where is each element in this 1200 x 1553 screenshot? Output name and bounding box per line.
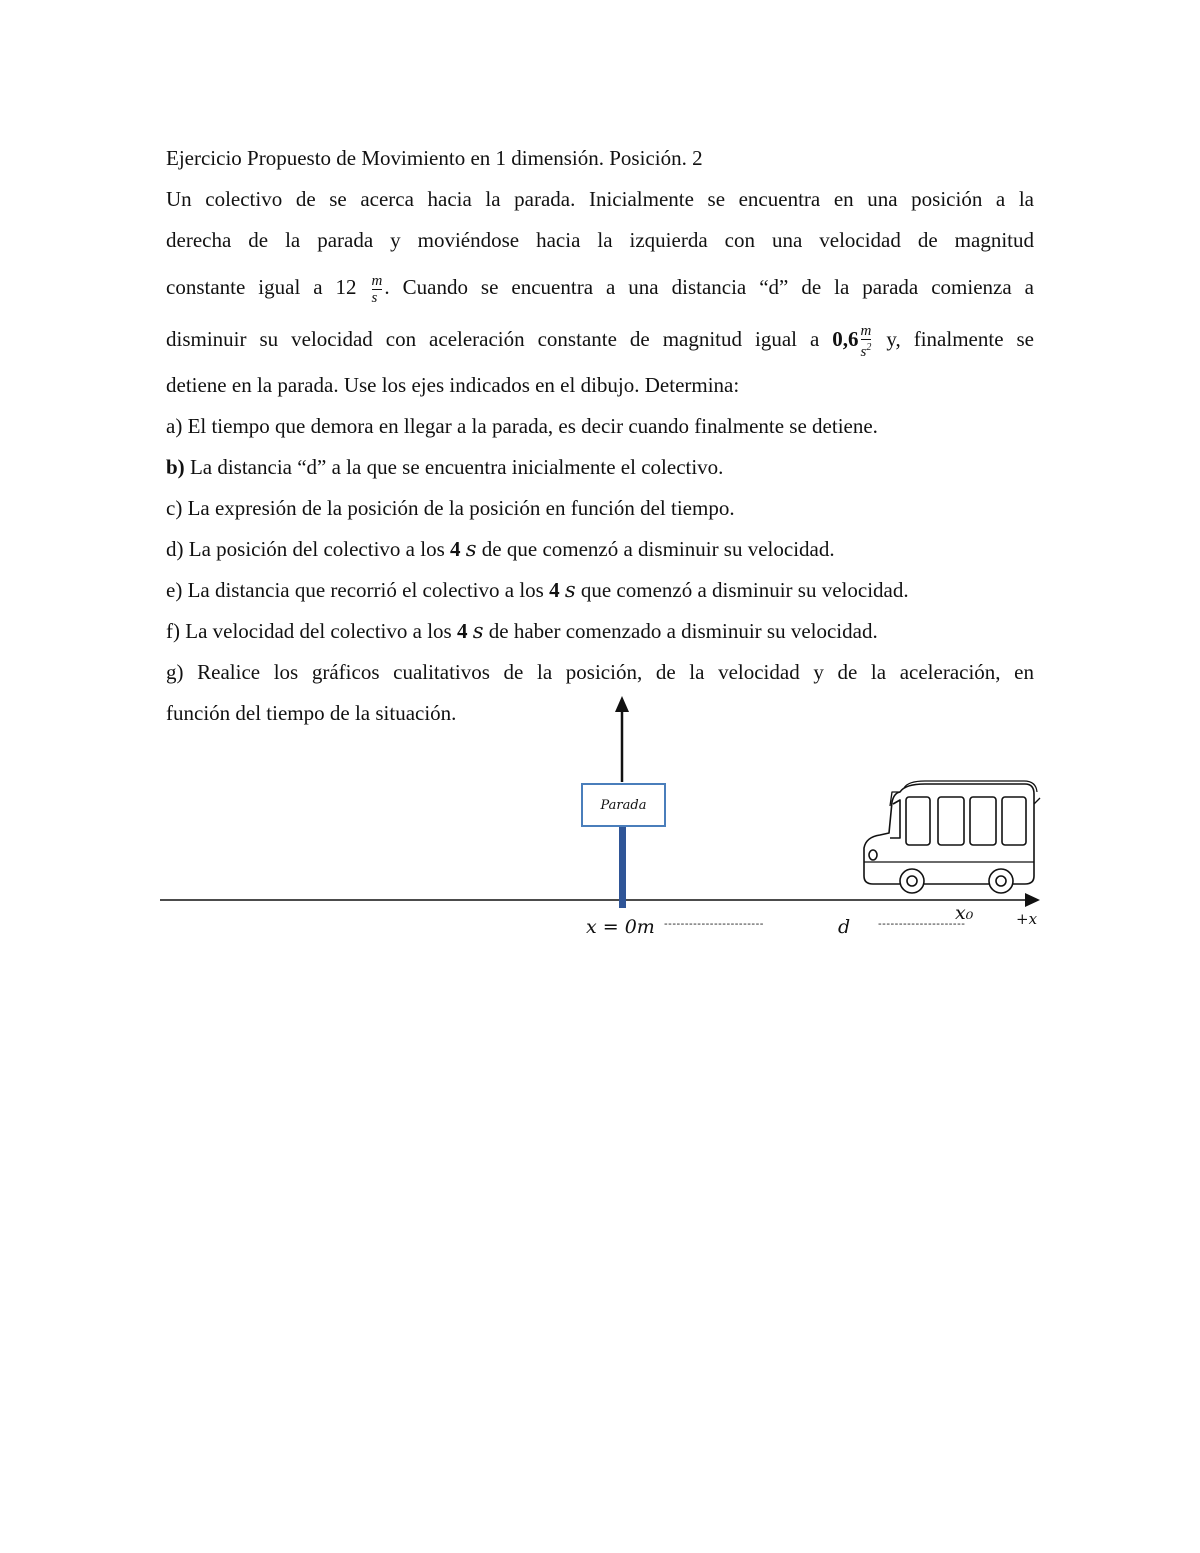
dashes-left: ------------------------ [664,918,764,930]
question-g: g) Realice los gráficos cualitativos de la posición, de la velocidad y de la aceleración, en [166,660,1034,684]
intro-line-1: Un colectivo de se acerca hacia la parada. Inicialmente se encuentra en una posición a la [166,187,1034,211]
question-d-text-end: de que comenzó a disminuir su velocidad. [476,537,835,561]
intro-line-4 [166,313,1034,365]
positive-x-label: +x [1016,910,1038,928]
question-e-text: e) La distancia que recorrió el colectivo a los [166,578,550,602]
dashes-right: --------------------- [878,918,966,930]
motion-diagram [0,680,1200,960]
question-c: c) La expresión de la posición de la posición en función del tiempo. [166,496,735,520]
question-b-text: La distancia “d” a la que se encuentra inicialmente el colectivo. [184,455,724,479]
accel-text-continued: y, finalmente se [873,327,1034,351]
question-e-number: 4 [549,578,560,602]
question-b [166,447,1034,488]
intro-line-5: detiene en la parada. Use los ejes indicados en el dibujo. Determina: [166,373,740,397]
bus-stop-sign-label: Parada [600,797,647,813]
bus-stop-post [619,826,626,908]
question-a: a) El tiempo que demora en llegar a la parada, es decir cuando finalmente se detiene. [166,414,878,438]
exercise-text [166,138,1034,734]
accel-value: 0,6 [832,327,859,351]
initial-position-label: x₀ [955,902,974,924]
intro-line-3 [166,261,1034,313]
question-f-text: f) La velocidad del colectivo a los [166,619,457,643]
accel-unit-numerator: m [860,322,872,339]
vertical-axis-arrowhead [615,696,629,712]
speed-text-continued: . Cuando se encuentra a una distancia “d” de la parada comienza a [384,275,1034,299]
accel-unit-denominator: s [860,343,867,360]
question-e-text-end: que comenzó a disminuir su velocidad. [580,578,909,602]
distance-label: d [838,916,851,938]
origin-label: x = 0m [586,916,655,938]
exercise-title: Ejercicio Propuesto de Movimiento en 1 dimensión. Posición. 2 [166,146,703,170]
intro-line-2: derecha de la parada y moviéndose hacia la izquierda con una velocidad de magnitud [166,228,1034,252]
question-d [166,529,1034,570]
bus-icon [864,781,1040,893]
accel-unit-fraction [861,324,872,359]
question-f [166,611,1034,652]
speed-unit-denominator: s [371,289,378,306]
x-axis-arrowhead [1025,893,1040,907]
accel-text: disminuir su velocidad con aceleración constante de magnitud igual a [166,327,820,351]
bus-stop-sign [581,783,666,827]
speed-text: constante igual a 12 [166,275,357,299]
question-d-unit: s [465,537,477,561]
question-f-unit: s [472,619,484,643]
question-f-text-end: de haber comenzado a disminuir su velocidad. [483,619,878,643]
question-g-continued: función del tiempo de la situación. [166,701,457,725]
question-d-number: 4 [450,537,461,561]
question-e-unit: s [564,578,576,602]
question-b-label: b) [166,455,185,479]
speed-unit-numerator: m [371,272,383,289]
question-d-text: d) La posición del colectivo a los [166,537,451,561]
question-e [166,570,1034,611]
speed-unit-fraction [372,274,383,305]
question-f-number: 4 [456,619,468,643]
accel-unit-exponent: 2 [866,341,872,353]
